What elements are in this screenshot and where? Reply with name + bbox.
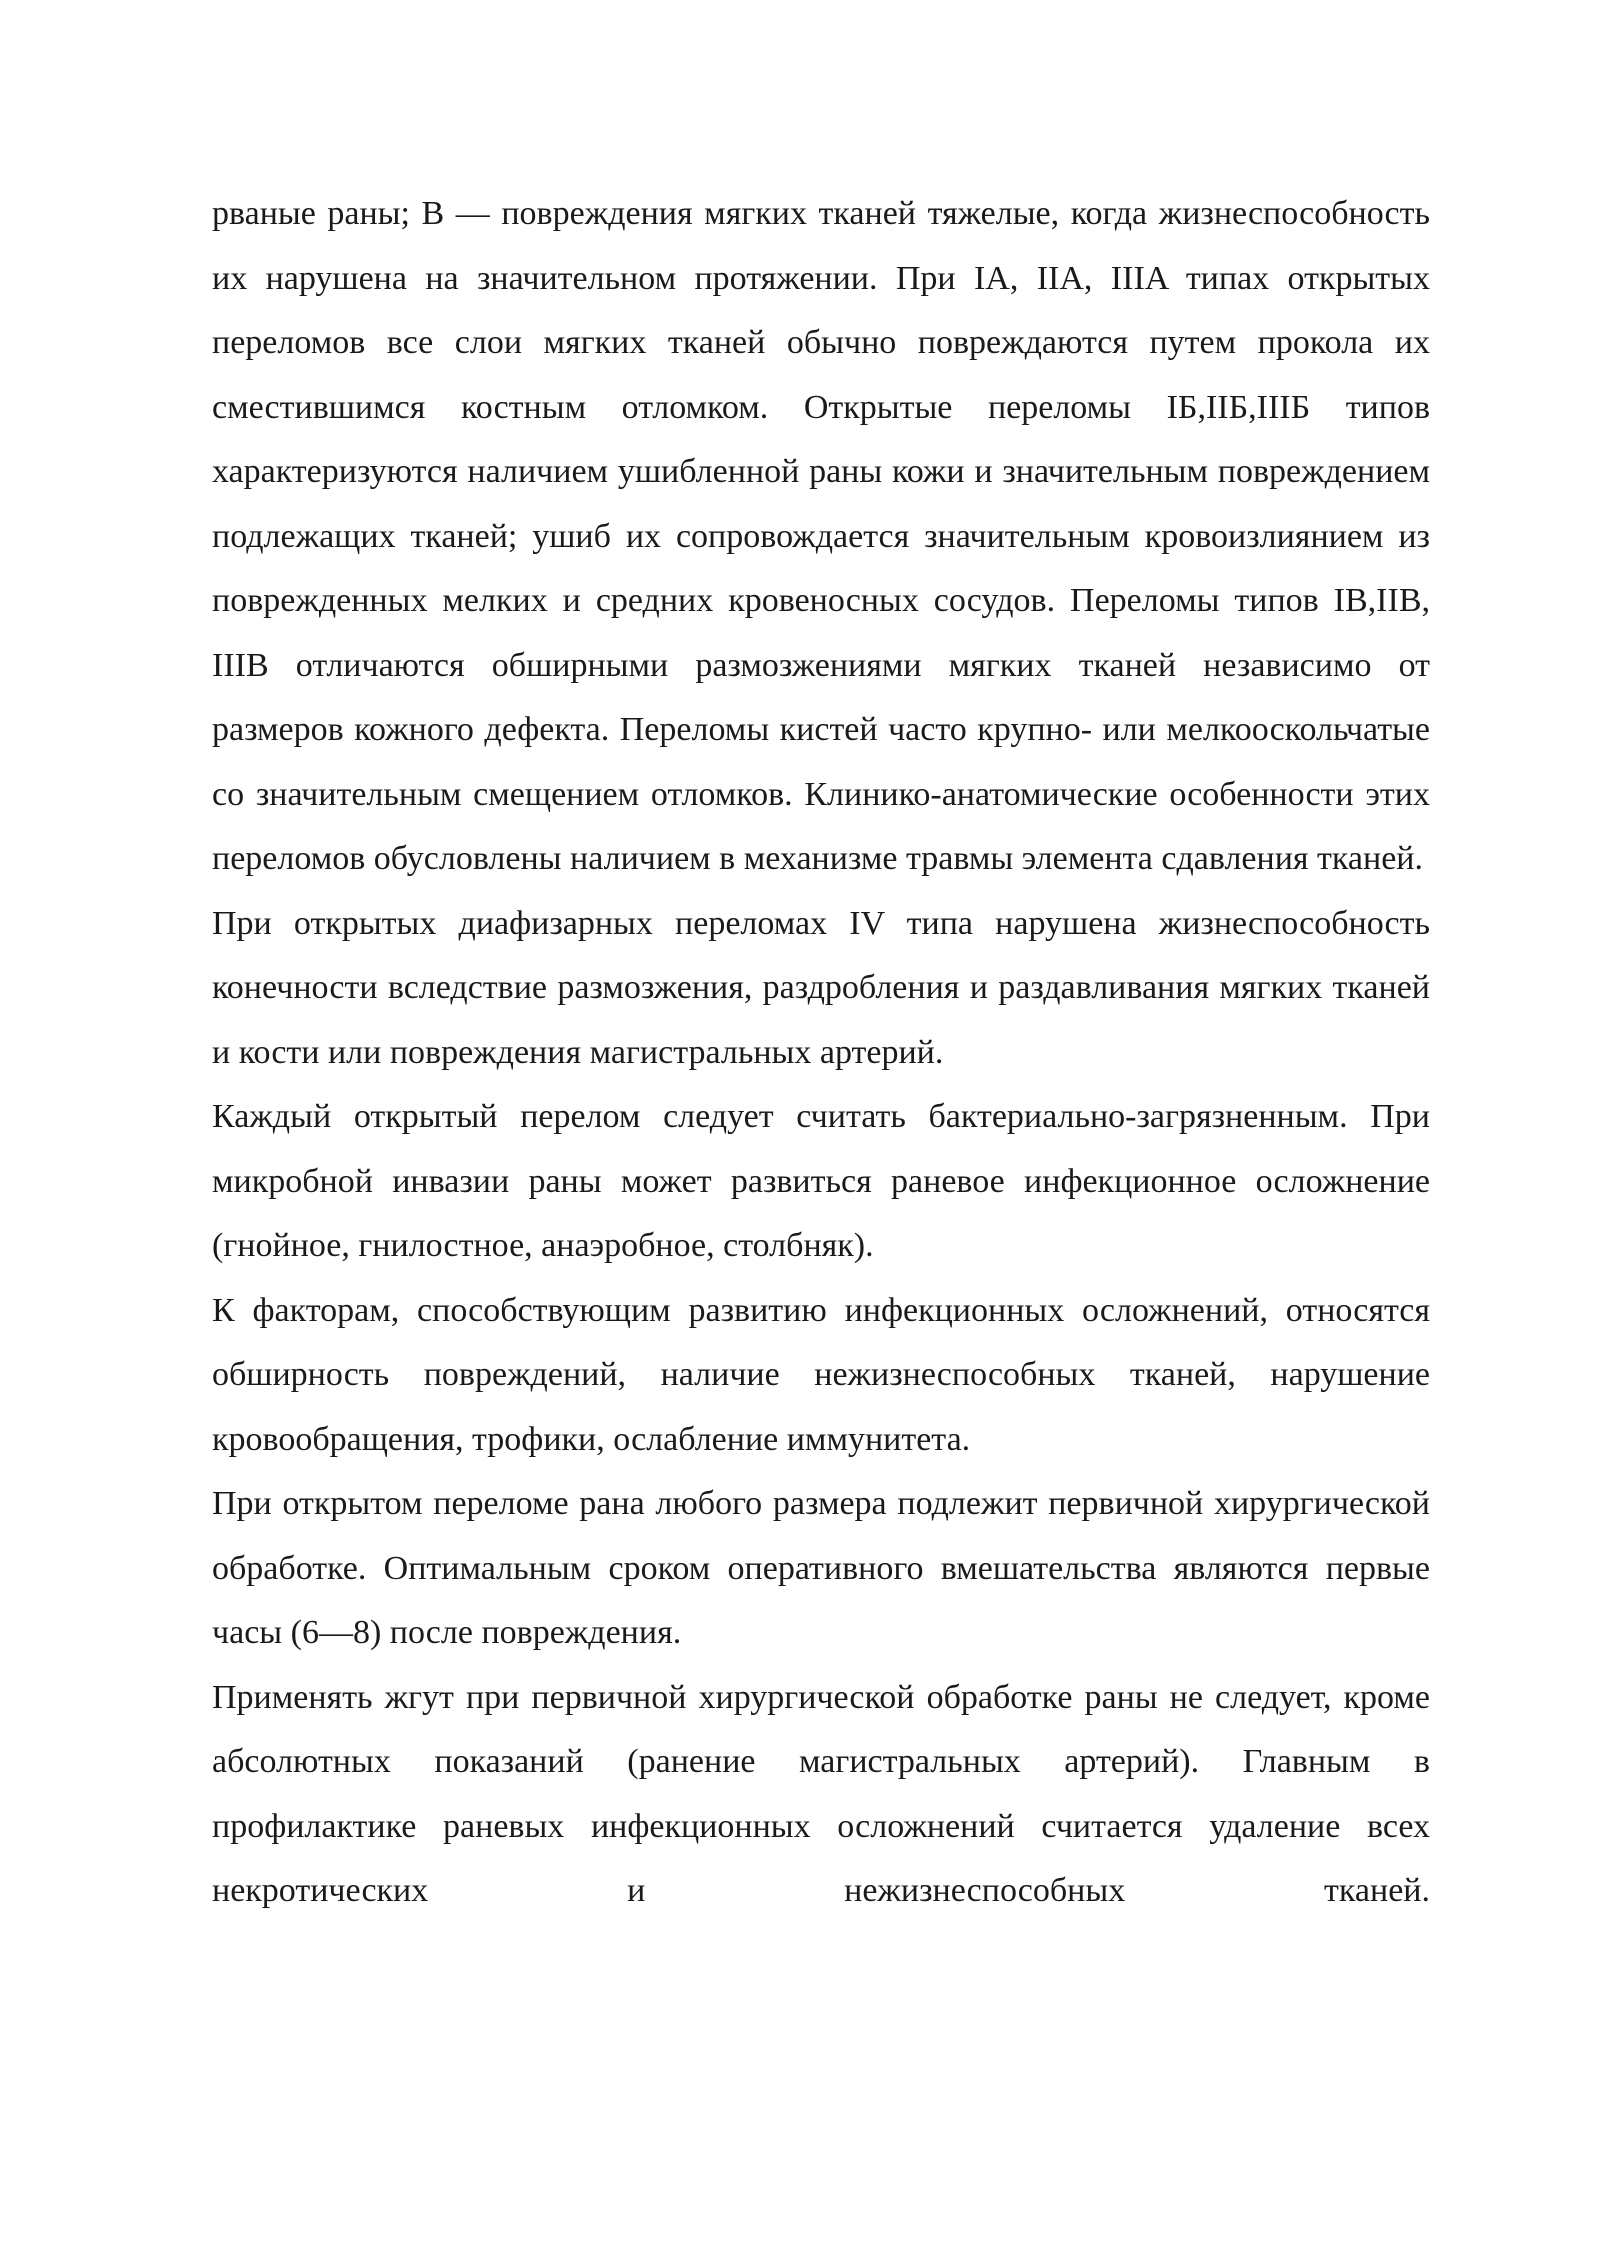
paragraph-fracture-types: рваные раны; В — повреждения мягких тканей тяжелые, когда жизнеспособность их нарушена на значительном протяжении. При IA, IIA, IIIA типах открытых переломов все слои мягких тканей обычно повреждаются путем прокола их сместившимся костным отломком. Открытые переломы IБ,IIБ,IIIБ типов характеризуются наличием ушибленной раны кожи и значительным повреждением подлежащих тканей; ушиб их сопровождается значительным кровоизлиянием из поврежденных мелких и средних кровеносных сосудов. Переломы типов IB,IIB, IIIB отличаются обширными размозжениями мягких тканей независимо от размеров кожного дефекта. Переломы кистей часто крупно- или мелкооскольчатые со значительным смещением отломков. Клинико-анатомические особенности этих переломов обусловлены наличием в механизме травмы элемента сдавления тканей. [212, 195, 1430, 877]
paragraph-contamination: Каждый открытый перелом следует считать бактериально-загрязненным. При микробной инвазии раны может развиться раневое инфекционное осложнение (гнойное, гнилостное, анаэробное, столбняк). [212, 1098, 1430, 1264]
paragraph-tourniquet: Применять жгут при первичной хирургической обработке раны не следует, кроме абсолютных показаний (ранение магистральных артерий). Главным в профилактике раневых инфекционных осложнений считается удаление всех некротических и нежизнеспособных тканей. [212, 1678, 1430, 1909]
paragraph-type-iv: При открытых диафизарных переломах IV типа нарушена жизнеспособность конечности вследствие размозжения, раздробления и раздавливания мягких тканей и кости или повреждения магистральных артерий. [212, 904, 1430, 1071]
document-page [212, 182, 1430, 1924]
paragraph-surgical-treatment: При открытом переломе рана любого размера подлежит первичной хирургической обработке. Оптимальным сроком оперативного вмешательства являются первые часы (6—8) после повреждения. [212, 1485, 1430, 1651]
paragraph-risk-factors: К факторам, способствующим развитию инфекционных осложнений, относятся обширность повреждений, наличие нежизнеспособных тканей, нарушение кровообращения, трофики, ослабление иммунитета. [212, 1291, 1430, 1458]
